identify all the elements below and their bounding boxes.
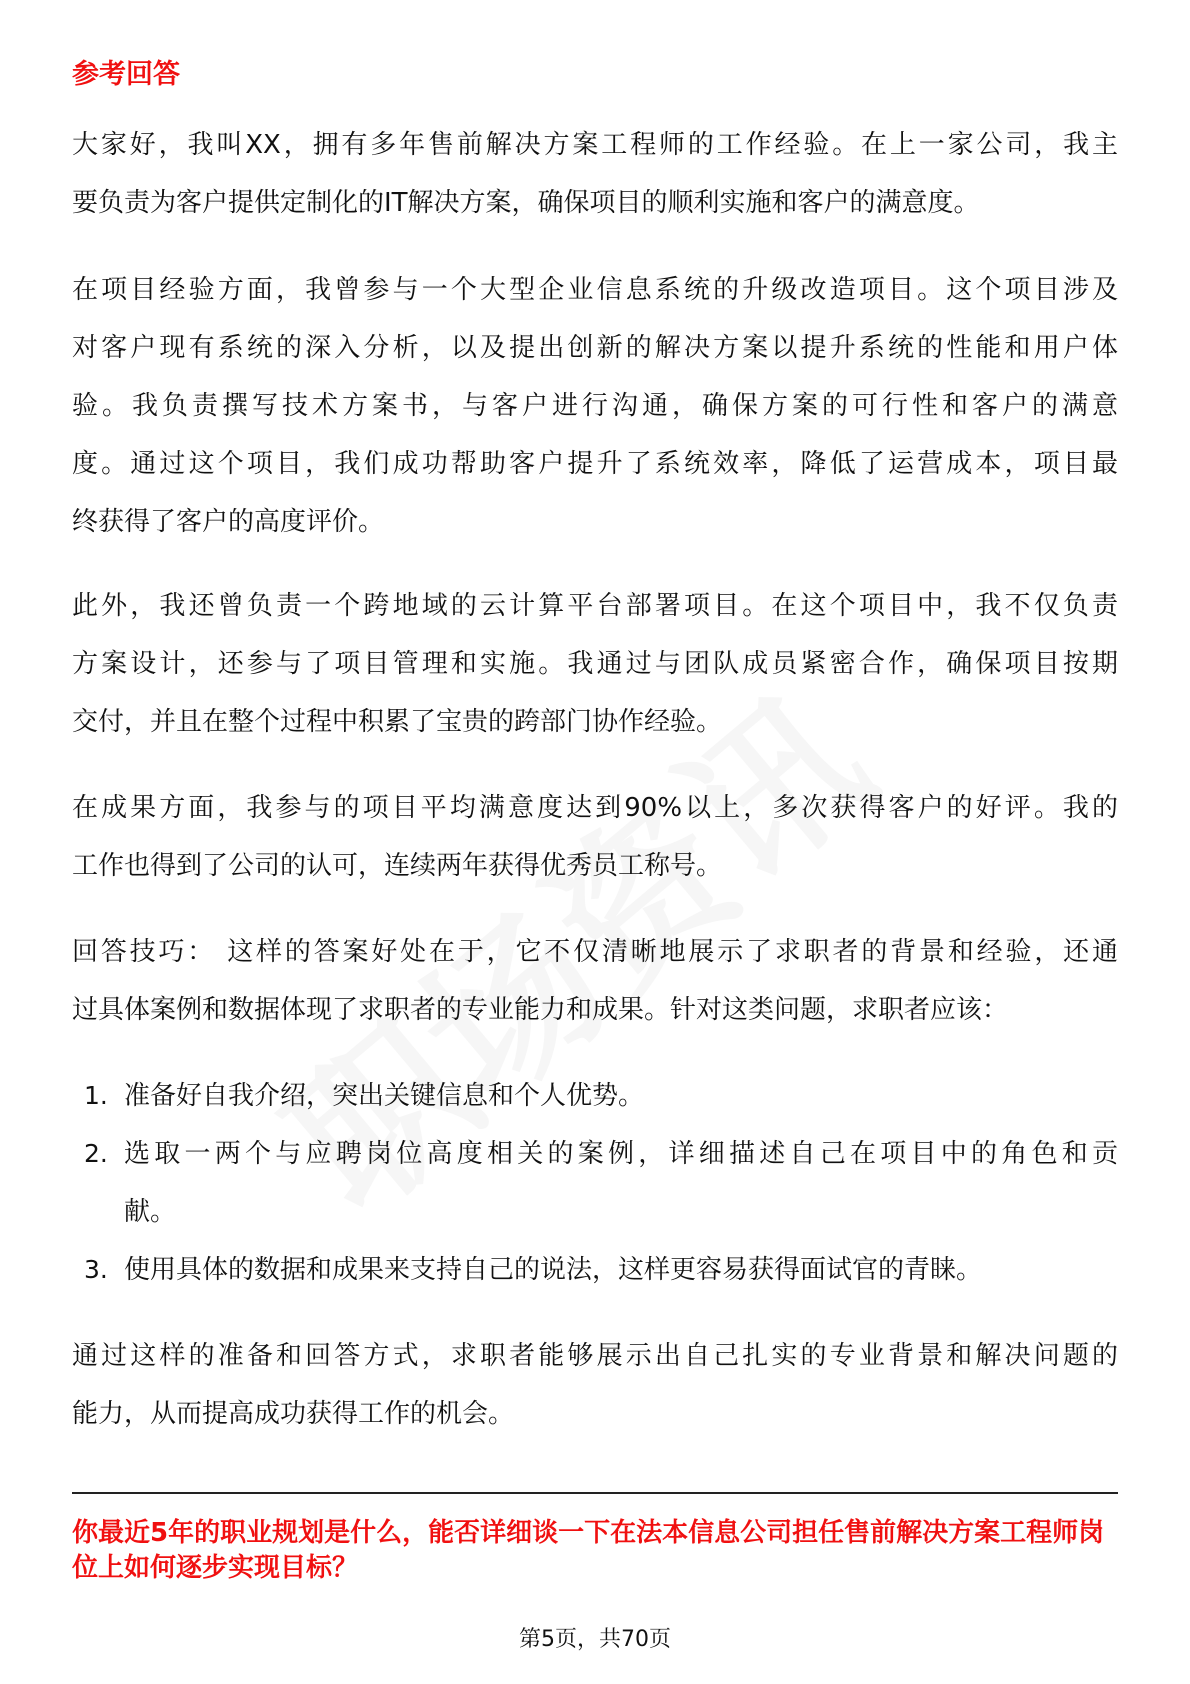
text-line: 交付，并且在整个过程中积累了宝贵的跨部门协作经验。 bbox=[72, 707, 723, 737]
list-number: 2. bbox=[84, 1139, 108, 1168]
text-line: 通过这样的准备和回答方式，求职者能够展示出自己扎实的专业背景和解决问题的 bbox=[72, 1341, 1118, 1371]
text-line: 在成果方面，我参与的项目平均满意度达到90%以上，多次获得客户的好评。我的 bbox=[72, 793, 1118, 823]
list-item bbox=[84, 1241, 1118, 1299]
text-line: 选取一两个与应聘岗位高度相关的案例，详细描述自己在项目中的角色和贡 bbox=[124, 1139, 1118, 1169]
text-line: 此外，我还曾负责一个跨地域的云计算平台部署项目。在这个项目中，我不仅负责 bbox=[72, 591, 1118, 621]
text-line: 验。我负责撰写技术方案书，与客户进行沟通，确保方案的可行性和客户的满意 bbox=[72, 391, 1118, 421]
text-line: 对客户现有系统的深入分析，以及提出创新的解决方案以提升系统的性能和用户体 bbox=[72, 333, 1118, 363]
section-title: 参考回答 bbox=[72, 59, 180, 90]
page-footer: 第5页，共70页 bbox=[519, 1627, 671, 1652]
divider bbox=[72, 1492, 1118, 1494]
paragraph bbox=[72, 779, 1118, 895]
text-line: 要负责为客户提供定制化的IT解决方案，确保项目的顺利实施和客户的满意度。 bbox=[72, 188, 980, 218]
text-line: 终获得了客户的高度评价。 bbox=[72, 507, 385, 537]
paragraph bbox=[72, 577, 1118, 751]
text-line: 准备好自我介绍，突出关键信息和个人优势。 bbox=[124, 1081, 645, 1111]
text-line: 大家好，我叫XX，拥有多年售前解决方案工程师的工作经验。在上一家公司，我主 bbox=[72, 130, 1118, 160]
list-number: 3. bbox=[84, 1255, 108, 1284]
list-number: 1. bbox=[84, 1081, 108, 1110]
closing-paragraph bbox=[72, 1327, 1118, 1443]
list-item bbox=[84, 1125, 1118, 1241]
text-line: 方案设计，还参与了项目管理和实施。我通过与团队成员紧密合作，确保项目按期 bbox=[72, 649, 1118, 679]
paragraph bbox=[72, 923, 1118, 1039]
text-line: 过具体案例和数据体现了求职者的专业能力和成果。针对这类问题，求职者应该： bbox=[72, 995, 1009, 1025]
next-question-heading: 你最近5年的职业规划是什么，能否详细谈一下在法本信息公司担任售前解决方案工程师岗位上如何逐步实现目标？ bbox=[72, 1518, 1105, 1583]
text-line: 在项目经验方面，我曾参与一个大型企业信息系统的升级改造项目。这个项目涉及 bbox=[72, 275, 1118, 305]
text-line: 能力，从而提高成功获得工作的机会。 bbox=[72, 1399, 515, 1429]
paragraph bbox=[72, 261, 1118, 551]
paragraph bbox=[72, 116, 1118, 232]
list-item bbox=[84, 1067, 1118, 1125]
text-line: 回答技巧： 这样的答案好处在于，它不仅清晰地展示了求职者的背景和经验，还通 bbox=[72, 937, 1118, 967]
text-line: 献。 bbox=[124, 1197, 177, 1227]
text-line: 工作也得到了公司的认可，连续两年获得优秀员工称号。 bbox=[72, 851, 723, 881]
text-line: 使用具体的数据和成果来支持自己的说法，这样更容易获得面试官的青睐。 bbox=[124, 1255, 983, 1285]
text-line: 度。通过这个项目，我们成功帮助客户提升了系统效率，降低了运营成本，项目最 bbox=[72, 449, 1118, 479]
